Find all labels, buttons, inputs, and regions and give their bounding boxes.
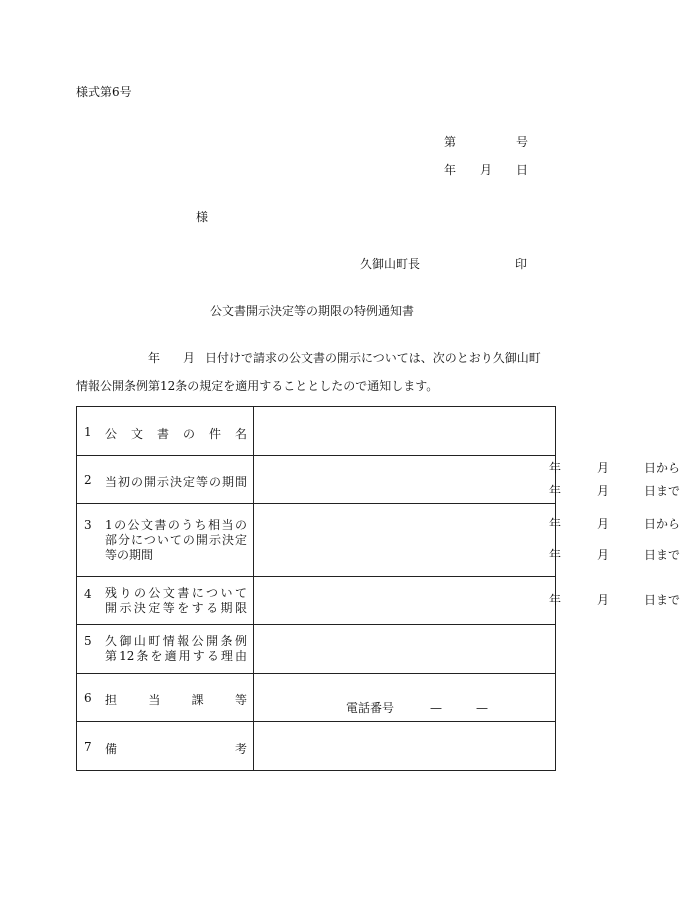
until-year: 年 [549,548,562,562]
row-label-cell [77,674,254,722]
from-day: 日から [644,517,680,531]
number-go: 号 [516,135,529,149]
until-year: 年 [549,593,562,607]
row-label: 公文書の件名 [105,427,247,441]
date-year: 年 [444,163,457,177]
row-label-line: 1の公文書のうち相当の [105,518,247,532]
row-label-line: 第12条を適用する理由 [105,649,247,663]
remaining-deadline-cell [254,577,680,625]
row-label-cell [77,577,254,625]
until-day: 日まで [644,593,680,607]
body-year: 年 [148,351,161,365]
seal-mark: 印 [515,257,528,271]
until-year: 年 [549,484,562,498]
until-month: 月 [597,548,610,562]
row-number: 2 [84,473,92,487]
row-number: 1 [84,425,92,439]
until-day: 日まで [644,548,680,562]
row-number: 7 [84,740,92,754]
row-number: 6 [84,691,92,705]
until-month: 月 [597,593,610,607]
notice-form-table [76,406,680,771]
body-line2: 情報公開条例第12条の規定を適用することとしたので通知します。 [76,379,439,393]
phone-label: 電話番号 [346,701,395,715]
row-label-cell [77,407,254,456]
table-row [77,407,556,456]
phone-separator: — [476,701,488,715]
from-month: 月 [597,517,610,531]
number-dai: 第 [444,135,457,149]
date-day: 日 [516,163,529,177]
row-label [105,634,247,664]
row-number: 5 [84,634,92,648]
partial-period-cell [254,504,680,577]
from-year: 年 [549,517,562,531]
table-row [77,456,556,504]
reason-value-cell [254,625,556,674]
table-row [77,674,556,722]
from-day: 日から [644,461,680,475]
from-year: 年 [549,461,562,475]
row-label-cell [77,722,254,771]
row-label-line: 久御山町情報公開条例 [105,634,247,648]
subject-value-cell [254,407,556,456]
row-label: 担当課等 [105,693,247,707]
row-number: 4 [84,587,92,601]
row-label-cell [77,504,254,577]
row-label-line: 残りの公文書について [105,586,247,600]
table-row [77,625,556,674]
body-line1: 日付けで請求の公文書の開示については、次のとおり久御山町 [205,351,541,365]
row-number: 3 [84,518,92,532]
table-row [77,504,556,577]
document-title: 公文書開示決定等の期限の特例通知書 [210,304,415,318]
row-label-line: 開示決定等をする期限 [105,601,247,615]
row-label-cell [77,625,254,674]
body-month: 月 [183,351,196,365]
remarks-value-cell [254,722,556,771]
sender-title: 久御山町長 [360,257,421,271]
row-label [105,518,247,563]
row-label-cell [77,456,254,504]
row-label-line: 等の期間 [105,548,154,562]
until-month: 月 [597,484,610,498]
initial-period-cell [254,456,680,504]
row-label: 当初の開示決定等の期間 [105,475,247,489]
row-label [105,586,247,616]
until-day: 日まで [644,484,680,498]
row-label-line: 部分についての開示決定 [105,533,247,547]
from-month: 月 [597,461,610,475]
addressee-sama: 様 [196,210,209,224]
form-number: 様式第6号 [76,85,132,99]
row-label: 備考 [105,742,247,756]
phone-separator: — [430,701,442,715]
department-value-cell [254,674,556,722]
table-row [77,722,556,771]
date-month: 月 [480,163,493,177]
table-row [77,577,556,625]
